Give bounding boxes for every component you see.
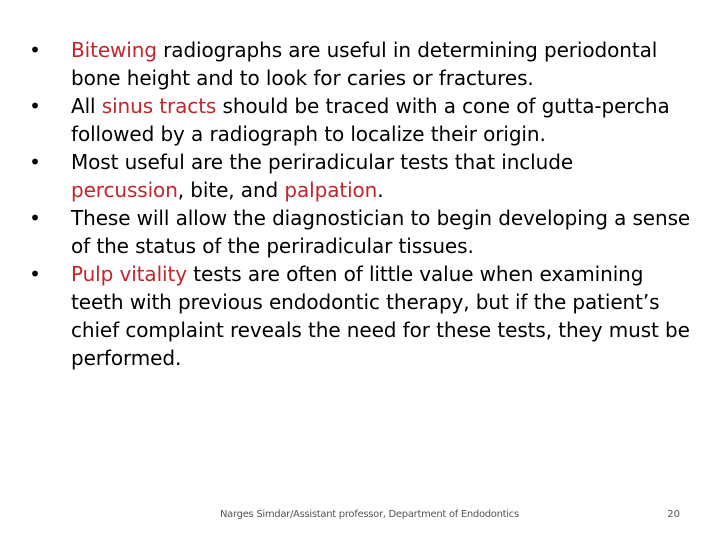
bullet-item: [28, 148, 692, 204]
bullet-point-icon: •: [29, 94, 41, 118]
bullet-point-icon: •: [29, 262, 41, 286]
bullet-list: [28, 36, 692, 372]
bullet-text: .: [377, 178, 384, 202]
bullet-item: [28, 36, 692, 92]
highlighted-term: Bitewing: [71, 38, 157, 62]
bullet-point-icon: •: [29, 38, 41, 62]
bullet-point-icon: •: [29, 150, 41, 174]
bullet-text: tests are often of little value when examining teeth with previous endodontic therapy, but if the patient’s chief complaint reveals the need for these tests, they must be performed.: [71, 262, 690, 370]
highlighted-term: sinus tracts: [101, 94, 217, 118]
bullet-text: Most useful are the periradicular tests that include: [71, 150, 574, 174]
bullet-text: These will allow the diagnostician to begin developing a sense of the status of the periradicular tissues.: [71, 206, 691, 258]
bullet-text: All: [71, 94, 102, 118]
highlighted-term: Pulp vitality: [71, 262, 187, 286]
bullet-point-icon: •: [29, 206, 41, 230]
slide-number: 20: [667, 509, 680, 520]
bullet-item: [28, 204, 692, 260]
footer-credit: Narges Simdar/Assistant professor, Department of Endodontics: [220, 509, 519, 520]
bullet-item: [28, 260, 692, 372]
highlighted-term: palpation: [284, 178, 378, 202]
bullet-text: , bite, and: [177, 178, 285, 202]
highlighted-term: percussion: [71, 178, 178, 202]
bullet-text: radiographs are useful in determining periodontal bone height and to look for caries or fractures.: [71, 38, 658, 90]
bullet-text: should be traced with a cone of gutta-percha followed by a radiograph to localize their origin.: [71, 94, 670, 146]
bullet-item: [28, 92, 692, 148]
